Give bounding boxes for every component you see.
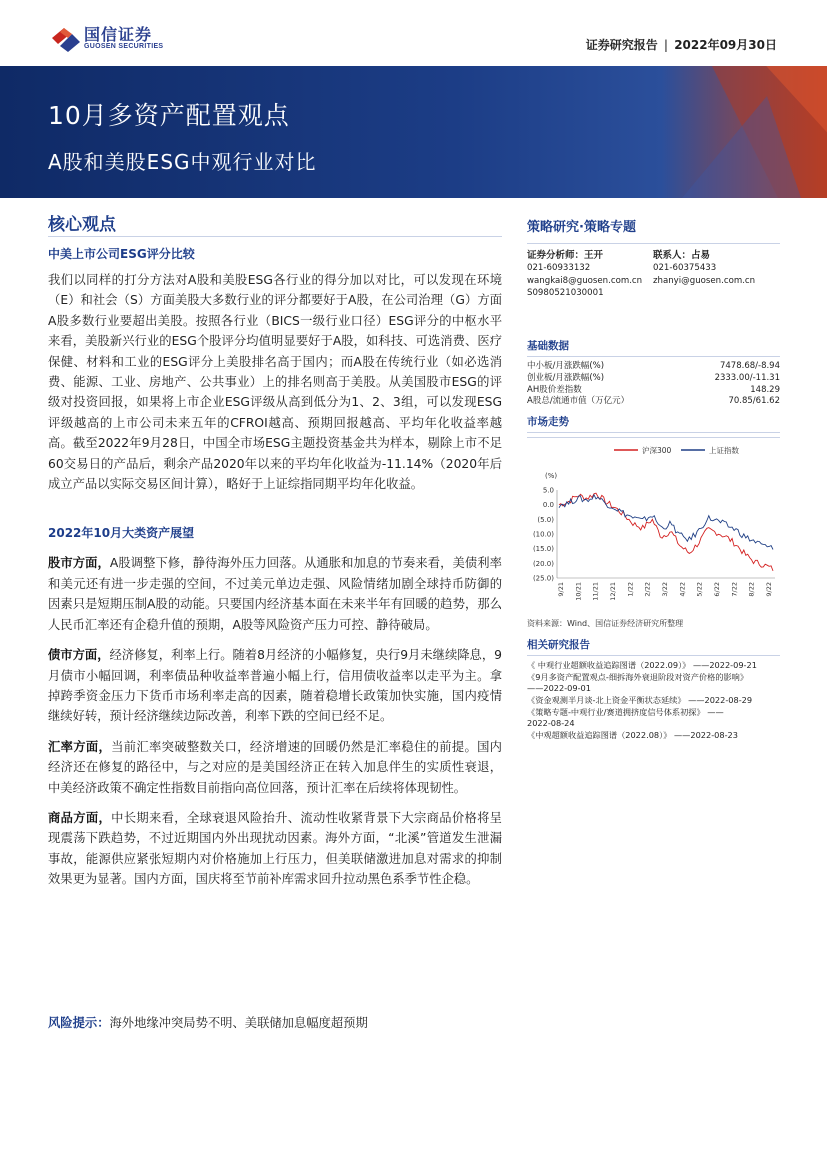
- basic-data-row: [527, 396, 780, 408]
- row-label: 中小板/月涨跌幅(%): [527, 361, 605, 371]
- section-key: 股市方面，: [48, 556, 110, 571]
- section-text: 经济修复，利率上行。随着8月经济的小幅修复，央行9月未继续降息，9月债市小幅回调，利率债品种收益率普遍小幅上行，信用债收益率以走平为主。拿掉跨季资金压力下货币市场利率走高的因素，随着稳增长政策加快实施，国内疫情继续好转，预计经济继续边际改善，利率下跌的空间已经不足。: [48, 648, 502, 724]
- related-reports-list: [527, 660, 780, 741]
- x-tick-label: 1/22: [626, 582, 635, 597]
- header-separator: |: [663, 38, 669, 52]
- basic-data-row: [527, 385, 780, 397]
- x-tick-label: 2/22: [643, 582, 652, 597]
- x-tick-label: 4/22: [678, 582, 687, 597]
- section-key: 商品方面，: [48, 810, 112, 825]
- report-link[interactable]: 《中观超额收益追踪图谱（2022.08）》 ——2022-08-23: [527, 729, 738, 740]
- analyst-name: 证券分析师：王开: [527, 250, 604, 261]
- sidebar: [527, 216, 780, 741]
- stock-section: [48, 553, 502, 635]
- basic-data-row: [527, 373, 780, 385]
- report-meta: [586, 36, 777, 53]
- brand-logo: [50, 22, 200, 56]
- esg-heading: 中美上市公司ESG评分比较: [48, 247, 195, 261]
- y-tick-label: (5.0): [537, 516, 554, 525]
- row-value: 7478.68/-8.94: [719, 361, 780, 371]
- x-tick-label: 9/21: [557, 582, 565, 597]
- y-tick-label: (15.0): [532, 545, 554, 554]
- main-content: [48, 210, 502, 900]
- y-tick-label: 5.0: [542, 486, 554, 495]
- report-title: 10月多资产配置观点: [48, 101, 290, 130]
- series-line: [559, 493, 773, 571]
- chart-ylabel: (%): [545, 472, 558, 481]
- y-tick-label: (10.0): [532, 530, 554, 539]
- x-tick-label: 8/22: [747, 582, 756, 597]
- contact-name: 联系人：占易: [653, 250, 711, 261]
- y-tick-label: (25.0): [532, 574, 554, 583]
- row-value: 2333.00/-11.31: [714, 372, 780, 383]
- row-value: 70.85/61.62: [728, 396, 780, 407]
- banner-decoration: [647, 66, 827, 198]
- divider: [48, 236, 502, 237]
- risk-warning: [48, 1013, 368, 1031]
- analyst-cert: S0980521030001: [527, 288, 604, 299]
- chart-source: 资料来源：Wind、国信证券经济研究所整理: [527, 619, 684, 629]
- report-link[interactable]: 《资金观测半月谈-北上资金平衡状态延续》 ——2022-08-29: [527, 694, 753, 705]
- y-tick-label: 0.0: [542, 501, 554, 510]
- section-key: 汇率方面，: [48, 739, 112, 754]
- legend-label: 上证指数: [709, 446, 739, 456]
- report-link[interactable]: 《 中观行业超额收益追踪图谱（2022.09）》 ——2022-09-21: [527, 660, 757, 671]
- basic-data-table: [527, 361, 780, 408]
- commodity-section: [48, 808, 502, 890]
- guosen-logo-icon: [50, 24, 82, 54]
- report-category: 策略研究·策略专题: [527, 216, 780, 244]
- related-reports-title: 相关研究报告: [527, 637, 780, 656]
- x-tick-label: 7/22: [730, 582, 739, 597]
- x-tick-label: 10/21: [574, 582, 583, 601]
- analyst-email[interactable]: wangkai8@guosen.com.cn: [527, 275, 643, 286]
- outlook-heading: 2022年10月大类资产展望: [48, 526, 195, 541]
- x-tick-label: 12/21: [609, 582, 617, 601]
- market-chart-svg: [527, 438, 780, 616]
- report-link[interactable]: 《策略专题-中观行业/赛道拥挤度信号体系初探》 ——: [527, 706, 724, 717]
- report-subtitle: A股和美股ESG中观行业对比: [48, 150, 317, 174]
- core-view-title: 核心观点: [48, 215, 116, 235]
- analyst-info: [527, 250, 780, 334]
- y-tick-label: (20.0): [532, 560, 554, 569]
- analyst-phone: 021-60933132: [527, 263, 591, 274]
- report-date: 2022年09月30日: [674, 38, 777, 52]
- x-tick-label: 11/21: [591, 582, 600, 601]
- risk-label: 风险提示：: [48, 1016, 110, 1030]
- market-chart: [527, 437, 780, 615]
- row-label: AH股价差指数: [527, 384, 582, 395]
- x-tick-label: 9/22: [765, 582, 773, 597]
- brand-name-en: GUOSEN SECURITIES: [84, 43, 164, 50]
- series-line: [559, 495, 773, 550]
- legend-label: 沪深300: [642, 446, 672, 456]
- page-header: [0, 0, 827, 66]
- row-label: A股总/流通市值（万亿元）: [527, 396, 630, 407]
- row-value: 148.29: [750, 384, 780, 395]
- row-label: 创业板/月涨跌幅(%): [527, 372, 605, 383]
- report-type: 证券研究报告: [585, 38, 658, 52]
- x-tick-label: 6/22: [713, 582, 721, 597]
- section-text: 中长期来看，全球衰退风险抬升、流动性收紧背景下大宗商品价格将呈现震荡下跌趋势，不过近期国内外出现扰动因素。海外方面，“北溪”管道发生泄漏事故，能源供应紧张短期内对价格施加上行压力，但美联储激进加息对需求的抑制效果更为显著。国内方面，国庆将至节前补库需求回升拉动黑色系季节性企稳。: [48, 810, 502, 887]
- basic-data-title: 基础数据: [527, 338, 780, 357]
- basic-data-row: [527, 361, 780, 373]
- title-banner: [0, 66, 827, 198]
- esg-paragraph: 我们以同样的打分方法对A股和美股ESG各行业的得分加以对比，可以发现在环境（E）和社会（S）方面美股大多数行业的评分都要好于A股，在公司治理（G）方面A股多数行业要超出美股。按照各行业（BICS一级行业口径）ESG评分的中枢水平来看，美股新兴行业的ESG个股评分均值明显要好于A股，如科技、可选消费、医疗保健、材料和工业的ESG评分上美股排名高于国内；而A股在传统行业（如必选消费、能源、工业、房地产、公共事业）上的排名则高于美股。从美国股市ESG的评级对投资回报，如果将上市企业ESG评级从高到低分为1、2、3组，可以发现ESG评级越高的上市公司未来五年的CFROI越高、预期回报越高、平均年化收益率越高。截至2022年9月28日，中国全市场ESG主题投资基金共为样本，剔除上市不足60交易日的产品后，剩余产品2020年以来的平均年化收益为-11.14%（2020年后成立产品以实际交易区间计算），略好于上证综指同期平均年化收益。: [48, 273, 502, 492]
- report-date-line: ——2022-09-01: [527, 683, 591, 694]
- brand-name: 国信证券: [84, 25, 153, 44]
- section-text: 当前汇率突破整数关口，经济增速的回暖仍然是汇率稳住的前提。国内经济还在修复的路径中，与之对应的是美国经济正在转入加息伴生的实质性衰退，中美经济政策不确定性指数目前指向高位回落，预计汇率在后续将体现韧性。: [48, 739, 502, 795]
- bond-section: [48, 645, 502, 727]
- report-link[interactable]: 《9月多资产配置观点-细拆海外衰退阶段对资产价格的影响》: [527, 671, 749, 682]
- contact-email[interactable]: zhanyi@guosen.com.cn: [653, 275, 756, 286]
- section-key: 债市方面，: [48, 648, 110, 663]
- section-text: A股调整下修，静待海外压力回落。从通胀和加息的节奏来看，美债利率和美元还有进一步走强的空间，不过美元单边走强、风险情绪加剧全球持币防御的因素只是短期压制A股的动能。只要国内经济基本面在未来半年有回暖的趋势，那么人民币汇率还有企稳升值的预期，A股等风险资产压力可控、静待破局。: [48, 556, 502, 632]
- x-tick-label: 5/22: [695, 582, 704, 597]
- market-trend-title: 市场走势: [527, 414, 780, 433]
- x-tick-label: 3/22: [661, 582, 669, 597]
- fx-section: [48, 737, 502, 798]
- analyst-block: [527, 250, 642, 300]
- risk-text: 海外地缘冲突局势不明、美联储加息幅度超预期: [109, 1016, 368, 1030]
- contact-phone: 021-60375433: [653, 263, 717, 274]
- report-date-line: 2022-08-24: [527, 718, 575, 729]
- contact-block: [653, 250, 755, 287]
